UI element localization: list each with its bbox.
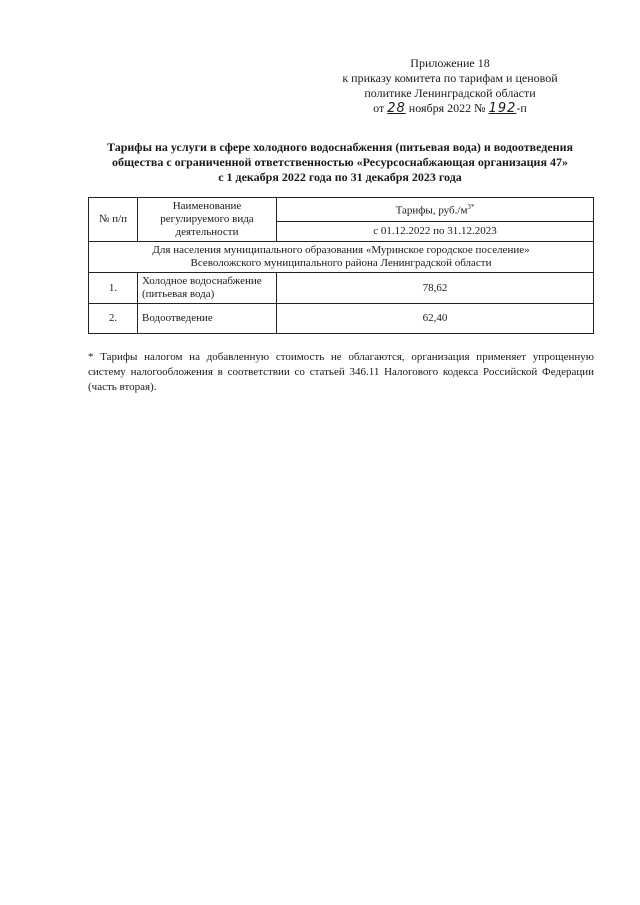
- appendix-number: Приложение 18: [410, 56, 490, 70]
- header-num: № п/п: [89, 198, 138, 242]
- title-line-2: общества с ограниченной ответственностью «Ресурсоснабжающая организация 47»: [112, 155, 568, 169]
- appendix-header: [330, 56, 570, 116]
- order-suffix: -п: [516, 101, 527, 115]
- header-period: с 01.12.2022 по 31.12.2023: [277, 222, 594, 242]
- title-line-1: Тарифы на услуги в сфере холодного водоснабжения (питьевая вода) и водоотведения: [107, 140, 573, 154]
- header-activity: Наименование регулируемого вида деятельности: [138, 198, 277, 242]
- date-middle: ноября 2022 №: [408, 101, 486, 115]
- row-num: 2.: [89, 304, 138, 334]
- row-tariff-value: 62,40: [277, 304, 594, 334]
- table-header-row: [89, 198, 594, 222]
- row-activity: Холодное водоснабжение (питьевая вода): [138, 273, 277, 304]
- handwritten-day: 28: [387, 101, 406, 116]
- tariff-table: [88, 197, 594, 334]
- section-header: [89, 242, 594, 273]
- header-tariff-sup: 3*: [467, 203, 475, 212]
- date-prefix: от: [373, 101, 385, 115]
- table-section-row: [89, 242, 594, 273]
- handwritten-order-number: 192: [488, 101, 517, 116]
- table-row: [89, 273, 594, 304]
- row-tariff-value: 78,62: [277, 273, 594, 304]
- section-line-1: Для населения муниципального образования «Муринское городское поселение»: [152, 244, 530, 256]
- appendix-committee: политике Ленинградской области: [364, 86, 536, 100]
- table-row: [89, 304, 594, 334]
- row-activity: Водоотведение: [138, 304, 277, 334]
- appendix-date-line: [330, 101, 570, 116]
- document-title: [80, 140, 600, 185]
- appendix-order-ref: к приказу комитета по тарифам и ценовой: [342, 71, 558, 85]
- title-line-3: с 1 декабря 2022 года по 31 декабря 2023 года: [218, 170, 462, 184]
- section-line-2: Всеволожского муниципального района Ленинградской области: [190, 257, 492, 269]
- row-num: 1.: [89, 273, 138, 304]
- header-tariff-label: Тарифы, руб./м: [395, 204, 468, 217]
- header-tariff: [277, 198, 594, 222]
- footnote: * Тарифы налогом на добавленную стоимость не облагаются, организация применяет упрощенную систему налогообложения в соответствии со статьей 346.11 Налогового кодекса Российской Федерации (часть вторая).: [88, 351, 594, 393]
